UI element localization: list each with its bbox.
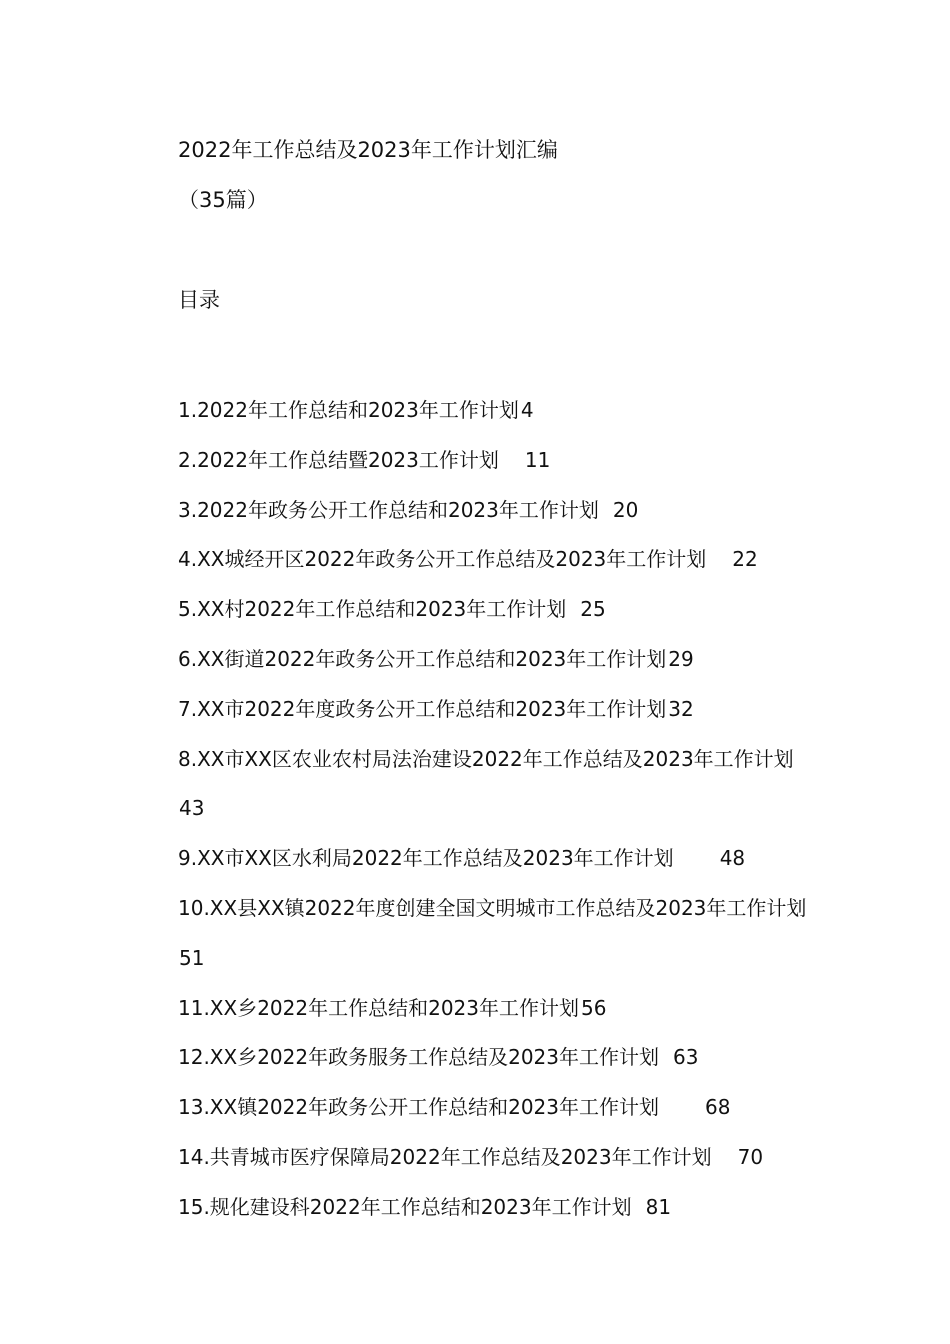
toc-item [145,1083,810,1133]
toc-item [145,535,810,585]
toc-item-title: 1.2022年工作总结和2023年工作计划 [178,398,519,422]
toc-item [145,1133,810,1183]
toc-item-page: 11 [524,447,551,472]
toc-item-page: 56 [581,995,607,1020]
toc-item [145,1183,810,1233]
toc-item-title: 15.规化建设科2022年工作总结和2023年工作计划 [178,1194,632,1219]
toc-item-title: 8.XX市XX区农业农村局法治建设2022年工作总结及2023年工作计划 [178,746,794,771]
toc-item-page: 51 [179,945,205,970]
toc-item [145,1033,810,1083]
toc-item [145,585,810,635]
toc-item-title: 14.共青城市医疗保障局2022年工作总结及2023年工作计划 [178,1144,712,1169]
toc-item-page: 43 [179,796,205,821]
toc-item-title: 5.XX村2022年工作总结和2023年工作计划 [178,597,567,622]
toc-item-page: 20 [612,497,639,522]
document-subtitle: （35篇） [178,188,268,212]
toc-item [145,735,810,835]
toc-item [145,635,810,685]
toc-item-title: 9.XX市XX区水利局2022年工作总结及2023年工作计划 [178,846,674,871]
toc-item-title: 4.XX城经开区2022年政务公开工作总结及2023年工作计划 [178,547,707,572]
toc-item-page: 68 [705,1095,731,1120]
toc-item [145,685,810,735]
toc-item-page: 70 [737,1144,764,1169]
toc-item-page: 48 [719,846,746,871]
toc-item-title: 10.XX县XX镇2022年度创建全国文明城市工作总结及2023年工作计划 [178,895,807,920]
toc-item-page: 29 [668,646,694,671]
toc-item-page: 81 [645,1194,672,1219]
toc-item-title: 3.2022年政务公开工作总结和2023年工作计划 [178,497,599,522]
toc-item-title: 12.XX乡2022年政务服务工作总结及2023年工作计划 [178,1045,660,1070]
toc-item-page: 22 [732,547,758,572]
toc-item-page: 63 [673,1045,699,1070]
document-title: 2022年工作总结及2023年工作计划汇编 [178,138,558,162]
toc-item-page: 4 [520,398,534,422]
toc-item-title: 13.XX镇2022年政务公开工作总结和2023年工作计划 [178,1095,660,1120]
toc-item-title: 2.2022年工作总结暨2023工作计划 [178,447,499,472]
toc-item [145,436,810,486]
table-of-contents [145,386,810,1233]
toc-item [145,834,810,884]
toc-item-title: 11.XX乡2022年工作总结和2023年工作计划 [178,995,580,1020]
toc-item [145,884,810,984]
toc-heading: 目录 [178,288,220,312]
toc-item-page: 25 [580,597,606,622]
toc-item [145,386,810,436]
toc-item [145,984,810,1034]
toc-item-title: 7.XX市2022年度政务公开工作总结和2023年工作计划 [178,696,667,721]
toc-item-title: 6.XX街道2022年政务公开工作总结和2023年工作计划 [178,646,667,671]
toc-item [145,486,810,536]
toc-item-page: 32 [668,696,694,721]
